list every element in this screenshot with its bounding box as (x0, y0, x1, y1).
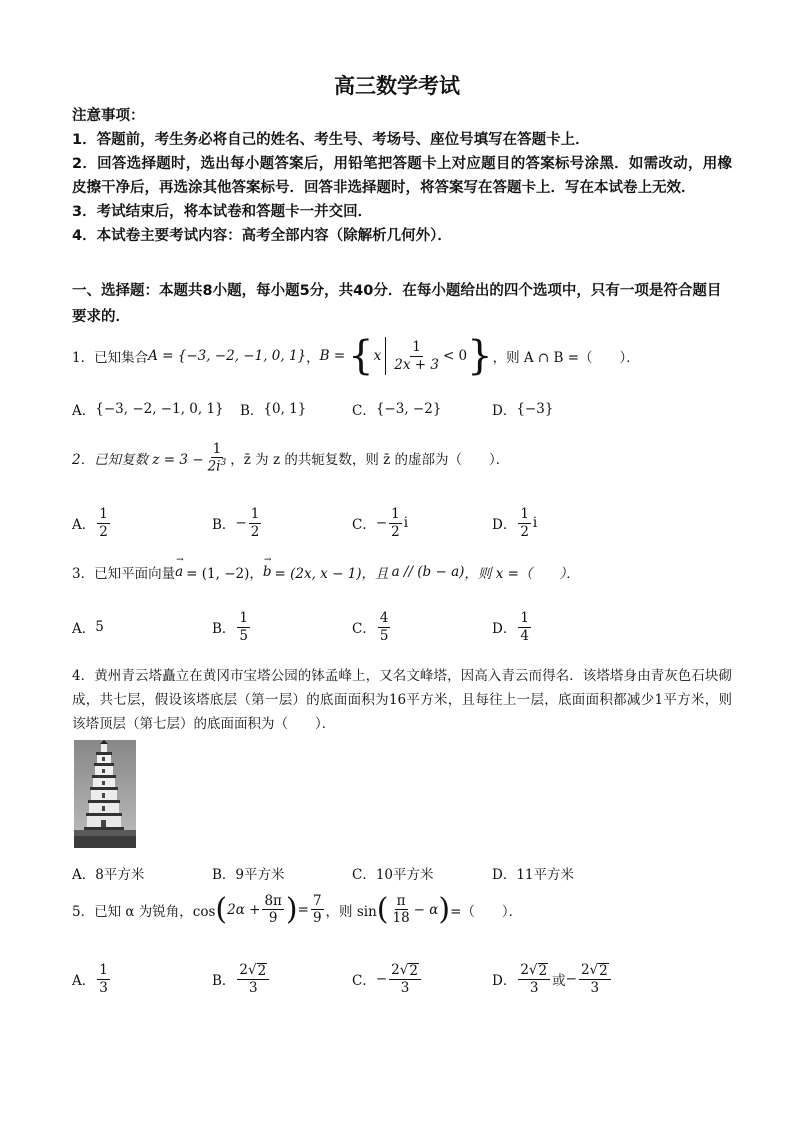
q1-prefix: 1．已知集合 (72, 350, 149, 366)
q5-middle: ，则 sin (325, 903, 377, 920)
q1-option-a[interactable]: A． {−3, −2, −1, 0, 1} (72, 401, 224, 419)
q5-left-paren-1: ( (215, 891, 228, 927)
q5-frac-pi-18: $\frac{\pi}{18}$ (392, 893, 410, 927)
q1-right-brace: } (467, 333, 493, 379)
q5-right-paren-2: ) (438, 891, 451, 927)
q5-option-a[interactable]: A． $\frac{1}{3}$ (72, 962, 108, 996)
q5-frac-8pi-9: $\frac{8\pi}{9}$ (264, 893, 282, 927)
q1-option-c[interactable]: C． {−3, −2} (352, 401, 442, 419)
question-1 (72, 333, 732, 379)
q1-frac-den: 2x + 3 (394, 356, 439, 373)
q1-variable: x (373, 348, 382, 364)
question-4: 4．黄州青云塔矗立在黄冈市宝塔公园的钵孟峰上，又名文峰塔，因高入青云而得名．该塔塔身由青灰色石块砌成，共七层，假设该塔底层（第一层）的底面面积为16平方米，且每往上一层，底面面积都减少1平方米，则该塔顶层（第七层）的底面面积为（ ）． (72, 668, 732, 732)
q5-option-b[interactable]: B． 2√ 2 3 (212, 962, 271, 996)
page-title: 高三数学考试 (334, 74, 460, 98)
q5-frac-7-9: $\frac{7}{9}$ (312, 893, 322, 927)
q2-option-c[interactable]: C． − $\frac{1}{2}$ i (352, 506, 409, 540)
q2-option-b[interactable]: B． − $\frac{1}{2}$ (212, 506, 260, 540)
q3-prefix: 3．已知平面向量 (72, 566, 176, 582)
q1-left-brace: { (348, 333, 374, 379)
q3-vector-a: → a (175, 555, 184, 580)
q2-option-a[interactable]: A． $\frac{1}{2}$ (72, 506, 108, 540)
notice-item-4: 4．本试卷主要考试内容：高考全部内容（除解析几何外）． (72, 228, 452, 244)
q3-option-d[interactable]: D． $\frac{1}{4}$ (492, 610, 529, 644)
q5-option-c[interactable]: C． − 2√ 2 3 (352, 962, 423, 996)
notice-item-1: 1．答题前，考生务必将自己的姓名、考生号、考场号、座位号填写在答题卡上． (72, 132, 590, 148)
q1-set-divider (385, 337, 386, 375)
q5-suffix: =（ ）． (450, 903, 523, 920)
pagoda-photo (74, 740, 136, 848)
q5-prefix: 5．已知 α 为锐角，cos (72, 903, 216, 920)
q3-suffix: ，则 x =（ ）． (464, 566, 580, 582)
q3-a-value: = (1, −2)， (186, 566, 263, 582)
notice-block (72, 104, 732, 248)
q3-b-value: = (2x, x − 1)，且 (274, 566, 389, 582)
q2-frac-num: 1 (212, 441, 222, 457)
q1-fraction (392, 340, 441, 371)
q5-equals: = (297, 901, 309, 918)
q5-inner-1: 2α + (227, 901, 261, 918)
q2-option-d[interactable]: D． $\frac{1}{2}$ i (492, 506, 538, 540)
q4-option-b[interactable]: B． 9平方米 (212, 867, 285, 883)
q5-right-paren-1: ) (285, 891, 298, 927)
q5-left-paren-2: ( (376, 891, 389, 927)
question-5 (72, 891, 732, 927)
notice-item-2: 2．回答选择题时，选出每小题答案后，用铅笔把答题卡上对应题目的答案标号涂黑．如需改动，用橡皮擦干净后，再选涂其他答案标号．回答非选择题时，将答案写在答题卡上．写在本试卷上无效． (72, 156, 732, 196)
q4-option-a[interactable]: A． 8平方米 (72, 867, 145, 883)
q1-set-b-label: B = (319, 348, 346, 364)
q3-relation: a // (b − a) (391, 564, 465, 580)
q5-sin-rest: − α (413, 901, 439, 918)
q3-option-b[interactable]: B． $\frac{1}{5}$ (212, 610, 249, 644)
q3-vector-b: → b (262, 555, 272, 580)
q4-option-d[interactable]: D． 11平方米 (492, 867, 575, 883)
q2-fraction (206, 442, 229, 474)
section-heading: 一、选择题：本题共8小题，每小题5分，共40分．在每小题给出的四个选项中，只有一项是符合题目要求的． (72, 283, 722, 325)
q1-frac-num: 1 (412, 339, 421, 356)
q1-suffix: ，则 A ∩ B =（ ）． (492, 350, 640, 366)
q1-set-a: A = {−3, −2, −1, 0, 1} (148, 348, 307, 364)
q5-option-d[interactable]: D． 2√ 2 3 或 − 2√ 2 3 (492, 962, 613, 996)
question-3 (72, 555, 732, 582)
q2-prefix: 2．已知复数 z = 3 − (72, 451, 204, 468)
q1-comma: ， (306, 350, 320, 366)
q3-option-a[interactable]: A． 5 (72, 619, 104, 637)
q1-option-b[interactable]: B． {0, 1} (240, 401, 307, 419)
q1-option-d[interactable]: D． {−3} (492, 401, 554, 419)
pagoda-illustration (74, 740, 136, 848)
q2-suffix: ，z̄ 为 z 的共轭复数，则 z̄ 的虚部为（ ）． (230, 451, 510, 468)
q4-option-c[interactable]: C． 10平方米 (352, 867, 434, 883)
q3-option-c[interactable]: C． $\frac{4}{5}$ (352, 610, 389, 644)
notice-heading: 注意事项： (72, 108, 145, 124)
q1-condition: < 0 (442, 348, 468, 364)
q2-frac-den: $2i^3$ (207, 458, 227, 475)
question-2 (72, 442, 732, 474)
notice-item-3: 3．考试结束后，将本试卷和答题卡一并交回． (72, 204, 373, 220)
